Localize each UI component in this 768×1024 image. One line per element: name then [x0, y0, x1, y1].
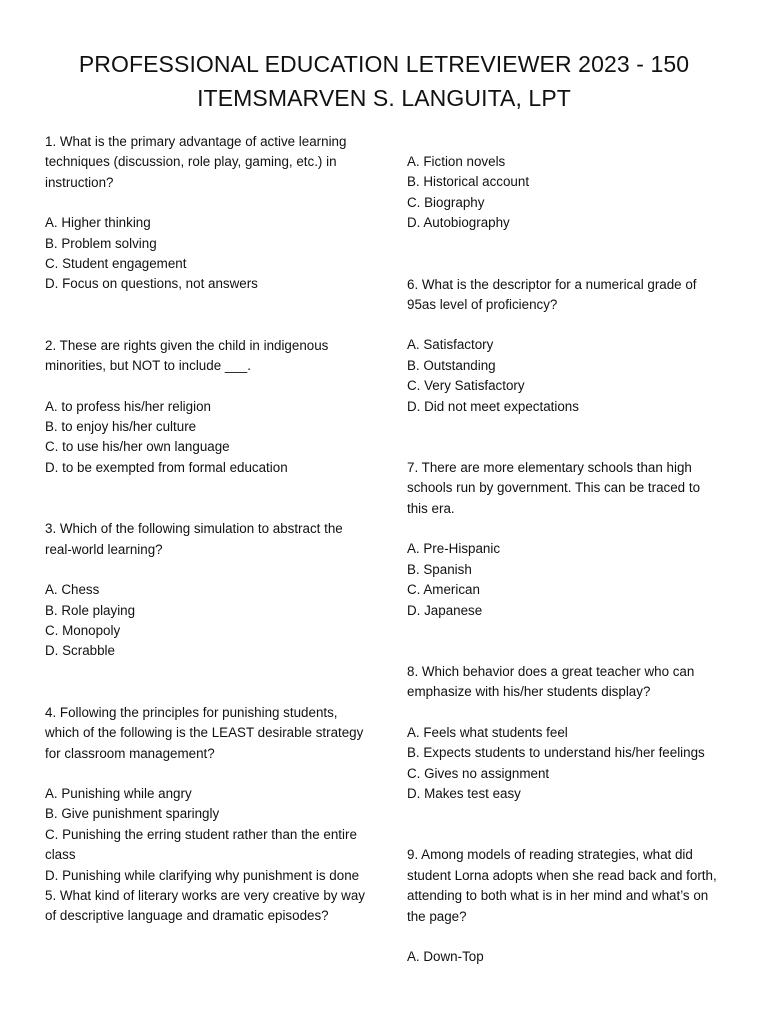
question-stem: 6. What is the descriptor for a numerical grade of 95as level of proficiency? — [407, 276, 697, 313]
option-b: B. Outstanding — [407, 357, 496, 373]
option-a: A. Satisfactory — [407, 337, 494, 353]
question-3 — [45, 519, 367, 661]
option-d: D. to be exempted from formal education — [45, 459, 288, 475]
option-a: A. Fiction novels — [407, 154, 506, 169]
title-line-2: ITEMSMARVEN S. LANGUITA, LPT — [197, 85, 571, 111]
option-c: C. to use his/her own language — [45, 439, 230, 455]
option-c: C. Punishing the erring student rather than the entire class — [45, 826, 357, 863]
option-b: B. Give punishment sparingly — [45, 806, 220, 822]
answer-options — [407, 947, 723, 967]
option-a: A. Down-Top — [407, 948, 484, 964]
option-c: C. Student engagement — [45, 256, 187, 272]
option-c: C. American — [407, 582, 480, 598]
question-stem: 8. Which behavior does a great teacher who can emphasize with his/her students display? — [407, 663, 695, 700]
document-title — [60, 47, 708, 115]
option-b: B. Expects students to understand his/her feelings — [407, 745, 705, 761]
option-c: C. Monopoly — [45, 622, 121, 638]
question-2 — [45, 336, 367, 478]
option-a: A. Punishing while angry — [45, 785, 192, 801]
option-b: B. Problem solving — [45, 235, 157, 251]
question-8 — [407, 662, 723, 804]
option-b: B. Historical account — [407, 174, 530, 190]
option-c: C. Biography — [407, 194, 485, 210]
question-stem: 3. Which of the following simulation to abstract the real-world learning? — [45, 521, 343, 557]
answer-options — [45, 397, 367, 479]
question-stem: 2. These are rights given the child in indigenous minorities, but NOT to include ___. — [45, 337, 329, 374]
option-d: D. Punishing while clarifying why punishment is done — [45, 867, 360, 883]
option-a: A. to profess his/her religion — [45, 398, 211, 414]
question-9 — [407, 845, 723, 967]
option-b: B. Spanish — [407, 561, 472, 577]
answer-options — [407, 723, 723, 805]
option-a: A. Chess — [45, 582, 100, 598]
option-c: C. Very Satisfactory — [407, 378, 525, 394]
left-column — [45, 132, 367, 927]
option-a: A. Higher thinking — [45, 215, 151, 231]
question-stem: 5. What kind of literary works are very creative by way of descriptive language and dramatic episodes? — [45, 887, 365, 924]
option-b: B. to enjoy his/her culture — [45, 419, 197, 435]
option-d: D. Makes test easy — [407, 785, 521, 801]
answer-options — [407, 152, 723, 234]
question-5 — [45, 886, 367, 927]
option-c: C. Gives no assignment — [407, 765, 550, 781]
question-7 — [407, 458, 723, 621]
question-1 — [45, 132, 367, 295]
option-d: D. Focus on questions, not answers — [45, 276, 258, 292]
question-6 — [407, 275, 723, 417]
option-d: D. Scrabble — [45, 643, 115, 659]
question-5-options — [407, 152, 723, 234]
answer-options — [45, 784, 367, 886]
answer-options — [407, 539, 723, 621]
right-column — [407, 152, 723, 967]
title-line-1: PROFESSIONAL EDUCATION LETREVIEWER 2023 - 150 — [78, 51, 690, 77]
question-4 — [45, 703, 367, 886]
question-stem: 4. Following the principles for punishing students, which of the following is the LEAST desirable strategy for classroom management? — [45, 704, 364, 761]
option-d: D. Autobiography — [407, 215, 510, 231]
option-b: B. Role playing — [45, 602, 136, 618]
answer-options — [45, 213, 367, 295]
question-stem: 7. There are more elementary schools than high schools run by government. This can be traced to this era. — [407, 460, 701, 516]
option-d: D. Did not meet expectations — [407, 398, 579, 414]
question-stem: 1. What is the primary advantage of active learning techniques (discussion, role play, gaming, etc.) in instruction? — [45, 134, 347, 190]
answer-options — [407, 335, 723, 417]
answer-options — [45, 580, 367, 662]
option-a: A. Feels what students feel — [407, 724, 568, 740]
question-stem: 9. Among models of reading strategies, what did student Lorna adopts when she read back and forth, attending to both what is in her mind and what’s on the page? — [407, 847, 717, 924]
option-d: D. Japanese — [407, 602, 483, 618]
option-a: A. Pre-Hispanic — [407, 541, 501, 557]
